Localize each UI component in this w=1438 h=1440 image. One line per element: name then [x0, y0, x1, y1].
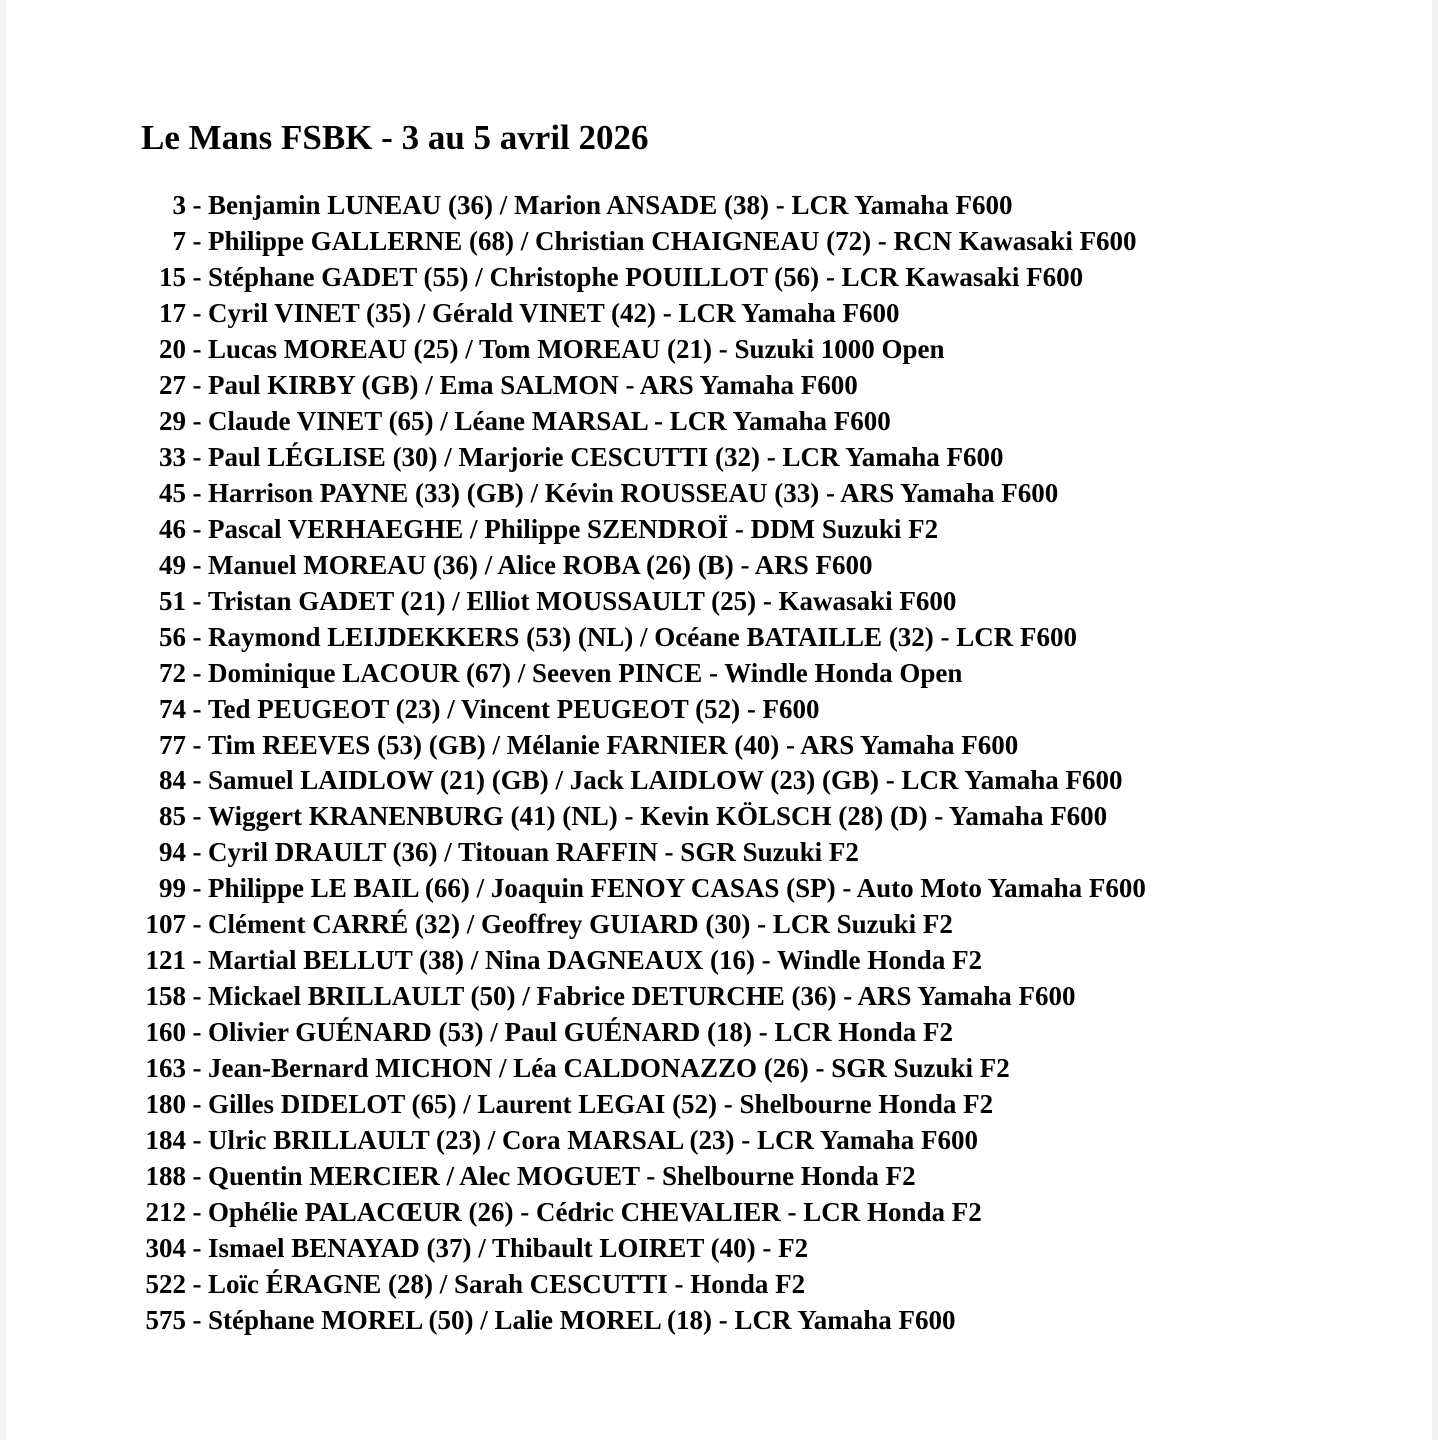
entry-separator: - [192, 945, 202, 976]
entry-crew-and-team: Raymond LEIJDEKKERS (53) (NL) / Océane BATAILLE (32) - LCR F600 [208, 621, 1078, 652]
entry-separator: - [192, 1232, 202, 1263]
entry-row [6, 871, 1146, 907]
entry-separator: - [192, 477, 202, 508]
entry-separator: - [192, 513, 202, 544]
entry-separator: - [192, 1124, 202, 1155]
entry-separator: - [192, 1017, 202, 1048]
entry-crew-and-team: Philippe GALLERNE (68) / Christian CHAIGNEAU (72) - RCN Kawasaki F600 [208, 226, 1137, 257]
entry-list [6, 188, 1146, 1338]
entry-number: 45 [159, 477, 186, 508]
entry-number: 107 [145, 909, 186, 940]
entry-number: 188 [145, 1160, 186, 1191]
entry-row [6, 1266, 1146, 1302]
entry-crew-and-team: Stéphane MOREL (50) / Lalie MOREL (18) - LCR Yamaha F600 [208, 1304, 956, 1335]
entry-number: 121 [145, 945, 186, 976]
entry-row [6, 1122, 1146, 1158]
entry-number: 15 [159, 262, 186, 293]
entry-row [6, 547, 1146, 583]
entry-number: 160 [145, 1017, 186, 1048]
entry-separator: - [192, 298, 202, 329]
entry-row [6, 224, 1146, 260]
entry-row [6, 1230, 1146, 1266]
entry-separator: - [192, 1268, 202, 1299]
entry-row [6, 260, 1146, 296]
entry-row [6, 655, 1146, 691]
entry-row [6, 835, 1146, 871]
entry-number: 56 [159, 621, 186, 652]
entry-separator: - [192, 621, 202, 652]
entry-row [6, 583, 1146, 619]
entry-crew-and-team: Paul KIRBY (GB) / Ema SALMON - ARS Yamaha F600 [208, 370, 858, 401]
entry-separator: - [192, 729, 202, 760]
document-title: Le Mans FSBK - 3 au 5 avril 2026 [141, 118, 649, 157]
entry-separator: - [192, 837, 202, 868]
entry-row [6, 476, 1146, 512]
entry-crew-and-team: Cyril VINET (35) / Gérald VINET (42) - LCR Yamaha F600 [208, 298, 900, 329]
entry-row [6, 619, 1146, 655]
entry-number: 85 [159, 801, 186, 832]
entry-number: 27 [159, 370, 186, 401]
entry-crew-and-team: Claude VINET (65) / Léane MARSAL - LCR Yamaha F600 [208, 406, 891, 437]
entry-row [6, 404, 1146, 440]
entry-crew-and-team: Ted PEUGEOT (23) / Vincent PEUGEOT (52) - F600 [208, 693, 820, 724]
entry-number: 77 [159, 729, 186, 760]
entry-number: 184 [145, 1124, 186, 1155]
entry-separator: - [192, 693, 202, 724]
entry-crew-and-team: Lucas MOREAU (25) / Tom MOREAU (21) - Suzuki 1000 Open [208, 334, 945, 365]
entry-crew-and-team: Loïc ÉRAGNE (28) / Sarah CESCUTTI - Honda F2 [208, 1268, 806, 1299]
entry-number: 3 [172, 190, 186, 221]
entry-separator: - [192, 1088, 202, 1119]
entry-crew-and-team: Ulric BRILLAULT (23) / Cora MARSAL (23) - LCR Yamaha F600 [208, 1124, 979, 1155]
entry-crew-and-team: Clément CARRÉ (32) / Geoffrey GUIARD (30) - LCR Suzuki F2 [208, 909, 953, 940]
entry-crew-and-team: Tristan GADET (21) / Elliot MOUSSAULT (25) - Kawasaki F600 [208, 585, 957, 616]
entry-crew-and-team: Pascal VERHAEGHE / Philippe SZENDROÏ - DDM Suzuki F2 [208, 513, 939, 544]
entry-row [6, 1051, 1146, 1087]
entry-separator: - [192, 801, 202, 832]
entry-separator: - [192, 981, 202, 1012]
entry-crew-and-team: Harrison PAYNE (33) (GB) / Kévin ROUSSEAU (33) - ARS Yamaha F600 [208, 477, 1059, 508]
entry-crew-and-team: Philippe LE BAIL (66) / Joaquin FENOY CASAS (SP) - Auto Moto Yamaha F600 [208, 873, 1146, 904]
entry-row [6, 1302, 1146, 1338]
entry-number: 158 [145, 981, 186, 1012]
entry-crew-and-team: Jean-Bernard MICHON / Léa CALDONAZZO (26) - SGR Suzuki F2 [208, 1052, 1010, 1083]
entry-crew-and-team: Manuel MOREAU (36) / Alice ROBA (26) (B) - ARS F600 [208, 549, 873, 580]
entry-row [6, 943, 1146, 979]
entry-crew-and-team: Gilles DIDELOT (65) / Laurent LEGAI (52) - Shelbourne Honda F2 [208, 1088, 994, 1119]
entry-separator: - [192, 1160, 202, 1191]
entry-row [6, 1194, 1146, 1230]
entry-row [6, 188, 1146, 224]
entry-separator: - [192, 334, 202, 365]
entry-row [6, 440, 1146, 476]
entry-number: 29 [159, 406, 186, 437]
entry-separator: - [192, 873, 202, 904]
entry-crew-and-team: Martial BELLUT (38) / Nina DAGNEAUX (16) - Windle Honda F2 [208, 945, 983, 976]
entry-separator: - [192, 262, 202, 293]
entry-crew-and-team: Olivier GUÉNARD (53) / Paul GUÉNARD (18) - LCR Honda F2 [208, 1017, 953, 1048]
entry-number: 304 [145, 1232, 186, 1263]
entry-row [6, 979, 1146, 1015]
entry-row [6, 332, 1146, 368]
entry-separator: - [192, 909, 202, 940]
entry-row [6, 368, 1146, 404]
entry-number: 20 [159, 334, 186, 365]
entry-row [6, 1015, 1146, 1051]
entry-number: 74 [159, 693, 186, 724]
entry-number: 17 [159, 298, 186, 329]
entry-row [6, 907, 1146, 943]
entry-number: 94 [159, 837, 186, 868]
entry-number: 33 [159, 442, 186, 473]
entry-row [6, 763, 1146, 799]
document-page [6, 0, 1432, 1440]
entry-crew-and-team: Ismael BENAYAD (37) / Thibault LOIRET (40) - F2 [208, 1232, 809, 1263]
entry-number: 49 [159, 549, 186, 580]
entry-separator: - [192, 226, 202, 257]
entry-separator: - [192, 549, 202, 580]
entry-number: 212 [145, 1196, 186, 1227]
entry-number: 163 [145, 1052, 186, 1083]
entry-separator: - [192, 1304, 202, 1335]
entry-number: 180 [145, 1088, 186, 1119]
entry-row [6, 511, 1146, 547]
entry-separator: - [192, 442, 202, 473]
entry-separator: - [192, 1052, 202, 1083]
entry-crew-and-team: Benjamin LUNEAU (36) / Marion ANSADE (38) - LCR Yamaha F600 [208, 190, 1013, 221]
entry-row [6, 1158, 1146, 1194]
entry-number: 575 [145, 1304, 186, 1335]
entry-number: 84 [159, 765, 186, 796]
entry-crew-and-team: Paul LÉGLISE (30) / Marjorie CESCUTTI (32) - LCR Yamaha F600 [208, 442, 1004, 473]
entry-row [6, 727, 1146, 763]
entry-separator: - [192, 370, 202, 401]
entry-crew-and-team: Samuel LAIDLOW (21) (GB) / Jack LAIDLOW (23) (GB) - LCR Yamaha F600 [208, 765, 1123, 796]
entry-crew-and-team: Stéphane GADET (55) / Christophe POUILLOT (56) - LCR Kawasaki F600 [208, 262, 1084, 293]
entry-crew-and-team: Quentin MERCIER / Alec MOGUET - Shelbourne Honda F2 [208, 1160, 916, 1191]
entry-crew-and-team: Dominique LACOUR (67) / Seeven PINCE - Windle Honda Open [208, 657, 963, 688]
entry-separator: - [192, 406, 202, 437]
entry-number: 7 [172, 226, 186, 257]
entry-row [6, 296, 1146, 332]
entry-separator: - [192, 585, 202, 616]
entry-row [6, 1086, 1146, 1122]
entry-number: 522 [145, 1268, 186, 1299]
entry-separator: - [192, 1196, 202, 1227]
entry-number: 51 [159, 585, 186, 616]
entry-crew-and-team: Mickael BRILLAULT (50) / Fabrice DETURCHE (36) - ARS Yamaha F600 [208, 981, 1076, 1012]
entry-row [6, 799, 1146, 835]
entry-separator: - [192, 190, 202, 221]
entry-number: 72 [159, 657, 186, 688]
entry-number: 46 [159, 513, 186, 544]
entry-crew-and-team: Wiggert KRANENBURG (41) (NL) - Kevin KÖLSCH (28) (D) - Yamaha F600 [208, 801, 1108, 832]
entry-separator: - [192, 657, 202, 688]
entry-crew-and-team: Cyril DRAULT (36) / Titouan RAFFIN - SGR Suzuki F2 [208, 837, 859, 868]
entry-crew-and-team: Ophélie PALACŒUR (26) - Cédric CHEVALIER - LCR Honda F2 [208, 1196, 982, 1227]
entry-number: 99 [159, 873, 186, 904]
entry-row [6, 691, 1146, 727]
entry-crew-and-team: Tim REEVES (53) (GB) / Mélanie FARNIER (40) - ARS Yamaha F600 [208, 729, 1019, 760]
entry-separator: - [192, 765, 202, 796]
